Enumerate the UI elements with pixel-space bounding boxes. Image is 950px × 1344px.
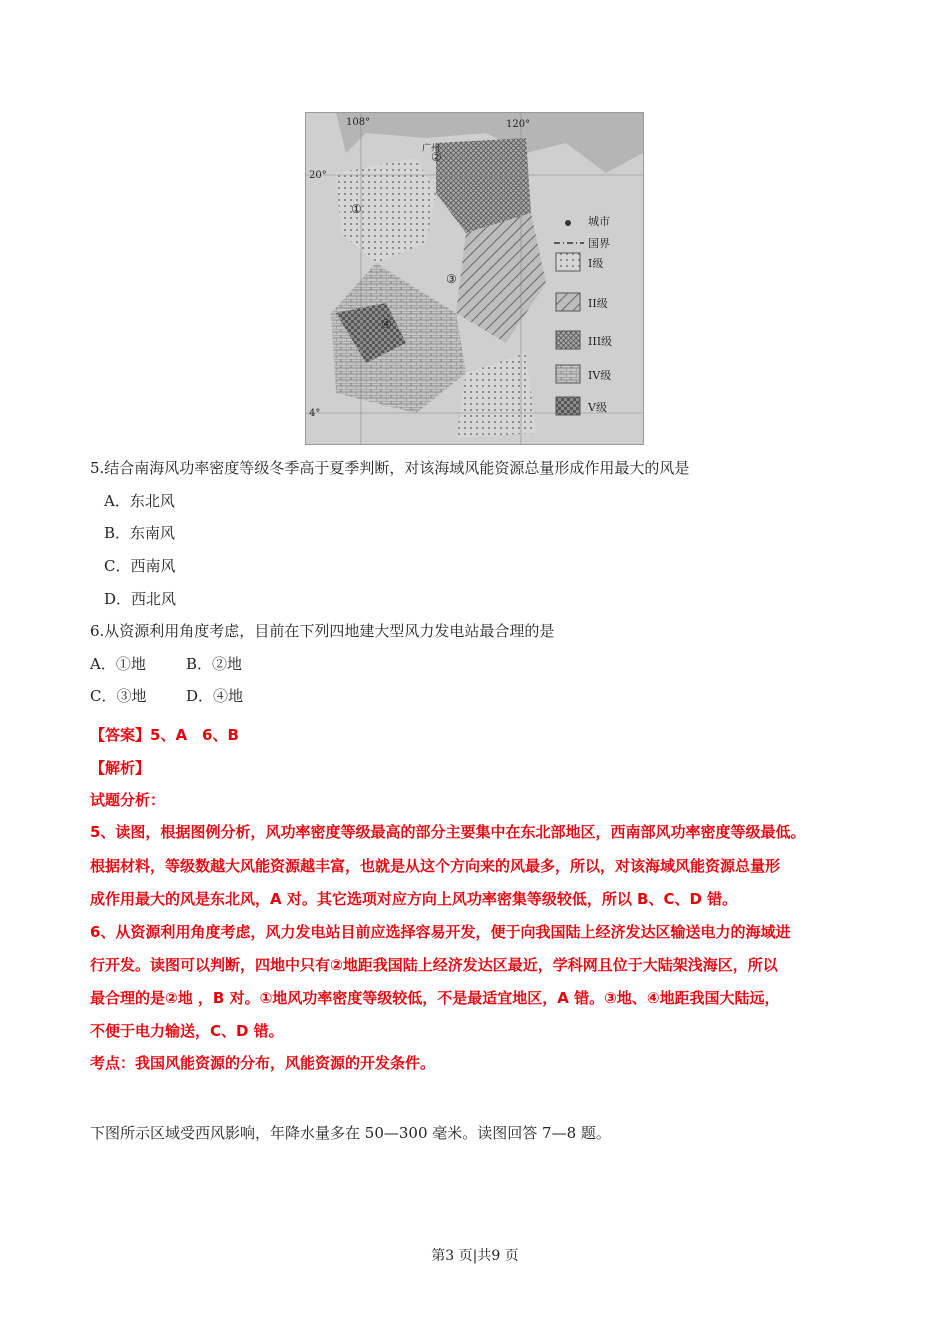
legend-label: 国界 bbox=[588, 237, 610, 250]
legend-label: III级 bbox=[588, 335, 613, 348]
q5-option-a: A．东北风 bbox=[104, 492, 175, 510]
answer-line bbox=[90, 725, 239, 745]
legend-label: V级 bbox=[588, 401, 607, 414]
q6-option-b: B．②地 bbox=[186, 655, 243, 673]
analysis-line: 最合理的是②地 ，B 对。①地风功率密度等级较低，不是最适宜地区，A 错。③地、④地距我国大陆远， bbox=[90, 989, 780, 1007]
analysis-line: 不便于电力输送，C、D 错。 bbox=[90, 1022, 284, 1040]
analysis-line: 行开发。读图可以判断，四地中只有②地距我国陆上经济发达区最近，学科网且位于大陆架浅海区，所以 bbox=[90, 956, 778, 974]
site-label: ② bbox=[431, 150, 442, 164]
q6-stem: 6.从资源利用角度考虑，目前在下列四地建大型风力发电站最合理的是 bbox=[90, 622, 555, 640]
answer-tag: 【答案】 bbox=[90, 726, 151, 744]
legend-label: IV级 bbox=[588, 369, 612, 382]
site-label: ③ bbox=[446, 272, 457, 286]
analysis-line: 根据材料，等级数越大风能资源越丰富，也就是从这个方向来的风最多，所以，对该海域风能资源总量形 bbox=[90, 857, 781, 875]
wind-energy-map-image bbox=[305, 112, 644, 445]
analysis-heading: 试题分析： bbox=[90, 791, 166, 809]
q6-option-c: C．③地 bbox=[90, 687, 147, 705]
answer-text: 5、A 6、B bbox=[150, 726, 239, 744]
page-footer: 第3 页|共9 页 bbox=[431, 1248, 519, 1264]
q6-option-a: A．①地 bbox=[90, 655, 146, 673]
city-label: 广州 bbox=[422, 144, 441, 154]
lat-label: 20° bbox=[309, 170, 327, 181]
site-label: ① bbox=[351, 202, 362, 216]
legend-label: 城市 bbox=[588, 215, 610, 228]
legend-label: I级 bbox=[588, 257, 604, 270]
lon-label: 120° bbox=[506, 119, 531, 130]
legend-label: II级 bbox=[588, 297, 608, 310]
q5-option-c: C．西南风 bbox=[104, 557, 176, 575]
q5-option-d: D．西北风 bbox=[104, 590, 177, 608]
lon-label: 108° bbox=[346, 117, 371, 128]
q6-option-d: D．④地 bbox=[186, 687, 244, 705]
analysis-line: 6、从资源利用角度考虑，风力发电站目前应选择容易开发，便于向我国陆上经济发达区输送电力的海域进 bbox=[90, 923, 791, 941]
q5-stem: 5.结合南海风功率密度等级冬季高于夏季判断，对该海域风能资源总量形成作用最大的风是 bbox=[90, 459, 690, 477]
q5-option-b: B．东南风 bbox=[104, 524, 176, 542]
analysis-line: 5、读图，根据图例分析，风功率密度等级最高的部分主要集中在东北部地区，西南部风功率密度等级最低。 bbox=[90, 823, 806, 841]
site-label: ④ bbox=[381, 317, 392, 331]
intro-text: 下图所示区域受西风影响，年降水量多在 50—300 毫米。读图回答 7—8 题。 bbox=[90, 1124, 611, 1142]
analysis-tag: 【解析】 bbox=[90, 759, 151, 777]
lat-label: 4° bbox=[309, 408, 321, 419]
keypoint: 考点：我国风能资源的分布，风能资源的开发条件。 bbox=[90, 1054, 436, 1072]
analysis-line: 成作用最大的风是东北风，A 对。其它选项对应方向上风功率密集等级较低，所以 B、C、D 错。 bbox=[90, 890, 738, 908]
